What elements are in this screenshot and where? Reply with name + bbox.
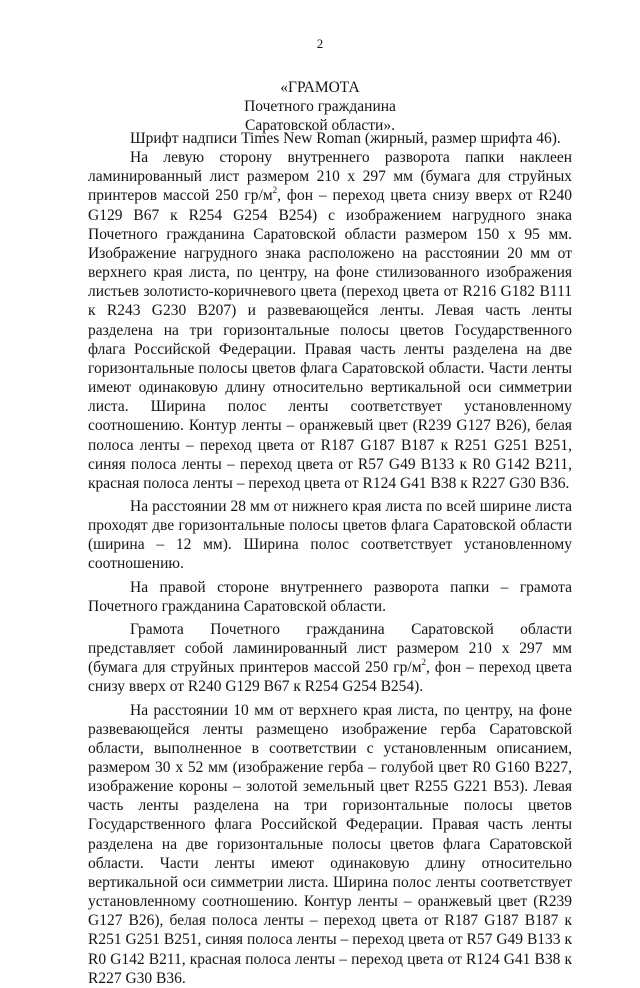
paragraph-left-side (88, 148, 572, 493)
document-body (88, 129, 572, 988)
paragraph-font: Шрифт надписи Times New Roman (жирный, размер шрифта 46). (130, 130, 561, 147)
superscript: 2 (421, 657, 427, 668)
title-line-3: Саратовской области». (245, 117, 395, 134)
paragraph-left-side-text-a: На левую сторону внутреннего разворота папки наклеен ламинированный лист размером 210 х 297 мм (бумага для струйных принтеров массой 250 гр/м (88, 149, 572, 205)
title-line-2: Почетного гражданина (244, 98, 396, 115)
superscript: 2 (272, 185, 278, 196)
paragraph-certificate-text-b: , фон – переход цвета снизу вверх от R240 G129 B67 к R254 G254 B254). (88, 659, 572, 696)
paragraph-bottom-stripes: На расстоянии 28 мм от нижнего края листа по всей ширине листа проходят две горизонтальные полосы цветов флага Саратовской области (ширина – 12 мм). Ширина полос соответствует установленному соотношению. (88, 497, 572, 573)
paragraph-right-side: На правой стороне внутреннего разворота папки – грамота Почетного гражданина Саратовской области. (88, 578, 572, 615)
paragraph-left-side-text-b: , фон – переход цвета снизу вверх от R240 G129 B67 к R254 G254 B254) с изображением нагрудного знака Почетного гражданина Саратовской области размером 150 х 95 мм. Изображение нагрудного знака расположено на расстоянии 20 мм от верхнего края листа, по центру, на фоне стилизованного изображения листьев золотисто-коричневого цвета (переход цвета от R216 G182 B111 к R243 G230 B207) и развевающейся ленты. Левая часть ленты разделена на три горизонтальные полосы цветов Государственного флага Российской Федерации. Правая часть ленты разделена на две горизонтальные полосы цветов флага Саратовской области. Части ленты имеют одинаковую длину относительно вертикальной оси симметрии листа. Ширина полос ленты соответствует установленному соотношению. Контур ленты – оранжевый цвет (R239 G127 B26), белая полоса ленты – переход цвета от R187 G187 B187 к R251 G251 B251, синяя полоса ленты – переход цвета от R57 G49 B133 к R0 G142 B211, красная полоса ленты – переход цвета от R124 G41 B38 к R227 G30 B36. (88, 187, 573, 492)
paragraph-coat-of-arms: На расстоянии 10 мм от верхнего края листа, по центру, на фоне развевающейся ленты размещено изображение герба Саратовской области, выполненное в соответствии с установленным описанием, размером 30 х 52 мм (изображение герба – голубой цвет R0 G160 B227, изображение короны – золотой земельный цвет R255 G221 B53). Левая часть ленты разделена на три горизонтальные полосы цветов Государственного флага Российской Федерации. Правая часть ленты разделена на две горизонтальные полосы цветов флага Саратовской области. Части ленты имеют одинаковую длину относительно вертикальной оси симметрии листа. Ширина полос ленты соответствует установленному соотношению. Контур ленты – оранжевый цвет (R239 G127 B26), белая полоса ленты – переход цвета от R187 G187 B187 к R251 G251 B251, синяя полоса ленты – переход цвета от R57 G49 B133 к R0 G142 B211, красная полоса ленты – переход цвета от R124 G41 B38 к R227 G30 B36. (88, 701, 572, 987)
paragraph-certificate (88, 620, 572, 697)
page-number: 2 (316, 36, 324, 51)
paragraph-certificate-text-a: Грамота Почетного гражданина Саратовской области представляет собой ламинированный лист размером 210 х 297 мм (бумага для струйных принтеров массой 250 гр/м (88, 620, 572, 677)
document-title (0, 78, 640, 135)
title-line-1: «ГРАМОТА (280, 79, 360, 96)
